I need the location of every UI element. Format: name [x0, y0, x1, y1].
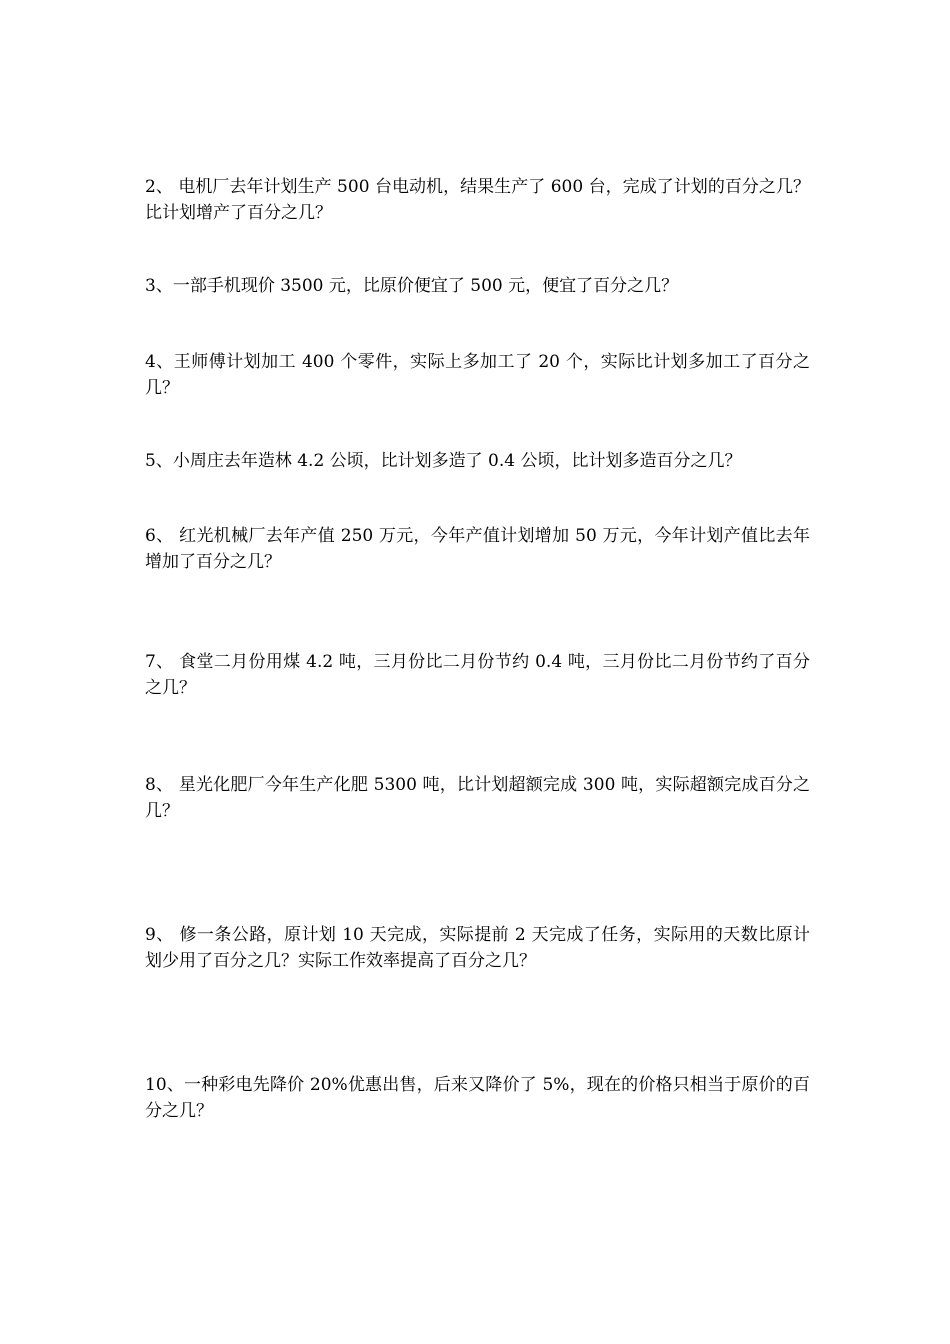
problem-9: 9、 修一条公路，原计划 10 天完成，实际提前 2 天完成了任务，实际用的天数比原计划少用了百分之几？实际工作效率提高了百分之几？: [145, 925, 810, 971]
problem-4: 4、王师傅计划加工 400 个零件，实际上多加工了 20 个，实际比计划多加工了百分之几？: [145, 352, 810, 398]
problem-6: 6、 红光机械厂去年产值 250 万元，今年产值计划增加 50 万元，今年计划产值比去年增加了百分之几？: [145, 526, 810, 572]
problem-7: 7、 食堂二月份用煤 4.2 吨，三月份比二月份节约 0.4 吨，三月份比二月份节约了百分之几？: [145, 652, 810, 698]
problem-5: 5、小周庄去年造林 4.2 公顷，比计划多造了 0.4 公顷，比计划多造百分之几？: [145, 451, 742, 471]
problem-3: 3、一部手机现价 3500 元，比原价便宜了 500 元，便宜了百分之几？: [145, 276, 679, 296]
problem-2: 2、 电机厂去年计划生产 500 台电动机，结果生产了 600 台，完成了计划的百分之几？比计划增产了百分之几？: [145, 177, 810, 223]
problem-10: 10、一种彩电先降价 20%优惠出售，后来又降价了 5%，现在的价格只相当于原价的百分之几？: [145, 1075, 810, 1121]
problem-8: 8、 星光化肥厂今年生产化肥 5300 吨，比计划超额完成 300 吨，实际超额完成百分之几？: [145, 775, 810, 821]
